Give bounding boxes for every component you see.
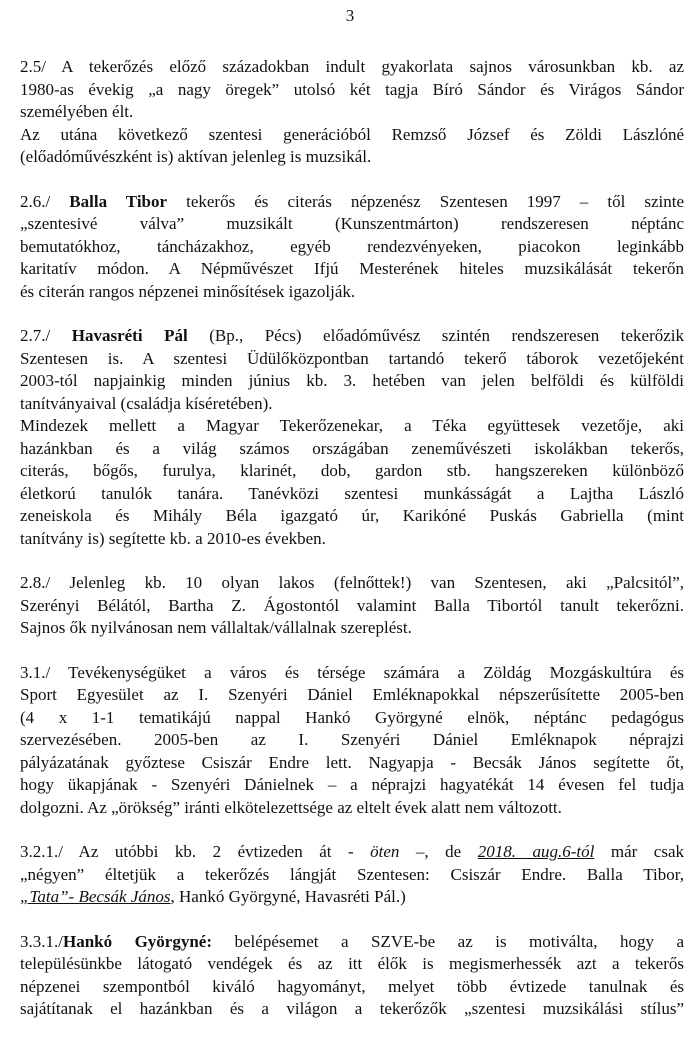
text-line xyxy=(20,325,684,348)
text-line: Mindezek mellett a Magyar Tekerőzenekar, a Téka együttesek vezetője, aki xyxy=(20,416,684,435)
text-line: karitatív módon. A Népművészet Ifjú Mesterének hiteles muzsikálását tekerőn xyxy=(20,259,684,278)
paragraph xyxy=(20,56,684,169)
text-line: (4 x 1-1 tematikájú nappal Hankó Györgyné elnök, néptánc pedagógus xyxy=(20,707,684,727)
text-line: Szentesen is. A szentesi Üdülőközpontban tartandó tekerő táborok vezetőjeként xyxy=(20,348,684,368)
text-line xyxy=(20,931,684,954)
text-segment: „Tata”- Becsák János xyxy=(20,887,171,906)
text-line: Sajnos ők nyilvánosan nem vállaltak/vállalnak szereplést. xyxy=(20,618,412,637)
text-line: (előadóművészként is) aktívan jelenleg is muzsikál. xyxy=(20,147,372,166)
text-line: 2.5/ A tekerőzés előző századokban indult gyakorlata sajnos városunkban kb. az xyxy=(20,57,684,76)
text-line: 2003-tól napjainkig minden június kb. 3. hetében van jelen belföldi és külföldi xyxy=(20,371,684,390)
text-segment: , Hankó Györgyné, Havasréti Pál.) xyxy=(170,887,406,906)
text-segment: Balla Tibor xyxy=(69,191,168,211)
text-segment: 3.3.1./ xyxy=(20,931,63,951)
text-line: hazánkban és a világ számos országában zeneművészeti iskolákban tekerős, xyxy=(20,438,684,458)
paragraph xyxy=(20,572,684,640)
text-segment: –, de xyxy=(399,842,478,861)
text-segment: belépésemet a SZVE-be az is motiválta, hogy a xyxy=(212,931,685,951)
text-line: Az utána következő szentesi generációból Remzső József és Zöldi Lászlóné xyxy=(20,124,684,144)
text-segment: 2.6./ xyxy=(20,191,70,211)
text-line: bemutatókhoz, táncházakhoz, egyéb rendezvényeken, piacokon leginkább xyxy=(20,236,684,256)
text-segment: 2018. aug.6-tól xyxy=(477,842,595,861)
text-line: dolgozni. Az „örökség” iránti elkötelezettsége az eltelt évek alatt nem változott. xyxy=(20,797,562,817)
paragraph xyxy=(20,662,684,820)
text-line xyxy=(20,886,684,909)
text-line: életkorú tanulók tanára. Tanévközi szentesi munkásságát a Lajtha László xyxy=(20,483,684,503)
text-line: településünkbe látogató vendégek és az itt élők is megismerhessék azt a tekerős xyxy=(20,954,684,973)
document-body xyxy=(20,56,684,1043)
text-line: 1980-as évekig „a nagy öregek” utolsó két tagja Bíró Sándor és Virágos Sándor xyxy=(20,79,684,99)
text-line: citerás, bőgős, furulya, klarinét, dob, gardon stb. hangszereken különböző xyxy=(20,461,684,480)
text-segment: 2.7./ xyxy=(20,326,72,345)
text-line xyxy=(20,841,684,864)
text-line: Sport Egyesület az I. Szenyéri Dániel Emléknapokkal népszerűsítette 2005-ben xyxy=(20,685,684,704)
text-line: „szentesivé válva” muzsikált (Kunszentmárton) rendszeresen néptánc xyxy=(20,214,684,233)
text-line: tanítvány is) segítette kb. a 2010-es években. xyxy=(20,528,326,548)
text-line: 2.8./ Jelenleg kb. 10 olyan lakos (felnőttek!) van Szentesen, aki „Palcsitól”, xyxy=(20,573,684,592)
paragraph xyxy=(20,841,684,909)
paragraph xyxy=(20,931,684,1021)
text-line: zeneiskola és Mihály Béla igazgató úr, Karikóné Puskás Gabriella (mint xyxy=(20,506,684,525)
paragraph xyxy=(20,191,684,304)
text-line: Szerényi Bélától, Bartha Z. Ágostontól valamint Balla Tibortól tanult tekerőzni. xyxy=(20,595,684,615)
text-line: és citerán rangos népzenei minősítések igazolják. xyxy=(20,281,356,301)
text-segment: Hankó Györgyné: xyxy=(62,931,213,951)
text-line: népzenei szempontból kiváló hagyományt, melyet több évtizede tanulnak és xyxy=(20,976,684,996)
paragraph xyxy=(20,325,684,550)
text-segment: 3.2.1./ Az utóbbi kb. 2 évtizeden át - xyxy=(20,842,371,861)
text-segment: tekerős és citerás népzenész Szentesen 1997 – től szinte xyxy=(167,191,684,211)
page-number: 3 xyxy=(345,6,355,25)
text-segment: Havasréti Pál xyxy=(71,326,188,345)
text-line: hogy ükapjának - Szenyéri Dánielnek – a néprajzi hagyatékát 14 évesen fel tudja xyxy=(20,775,684,794)
text-line: szervezésében. 2005-ben az I. Szenyéri Dániel Emléknapok néprajzi xyxy=(20,730,684,749)
text-line xyxy=(20,191,684,214)
text-line: tanítványaival (családja kíséretében). xyxy=(20,393,273,413)
text-segment: öten xyxy=(370,842,400,861)
text-line: „négyen” éltetjük a tekerőzés lángját Szentesen: Csiszár Endre. Balla Tibor, xyxy=(20,864,684,884)
text-line: sajátítanak el hazánkban és a világon a tekerőzők „szentesi muzsikálási stílus” xyxy=(20,999,684,1018)
text-line: 3.1./ Tevékenységüket a város és térsége számára a Zöldág Mozgáskultúra és xyxy=(20,662,684,682)
text-segment: már csak xyxy=(594,842,685,861)
text-line: pályázatának győztese Csiszár Endre lett. Nagyapja - Becsák János segítette őt, xyxy=(20,752,684,772)
text-line: személyében élt. xyxy=(20,102,134,121)
text-segment: (Bp., Pécs) előadóművész szintén rendszeresen tekerőzik xyxy=(187,326,685,345)
